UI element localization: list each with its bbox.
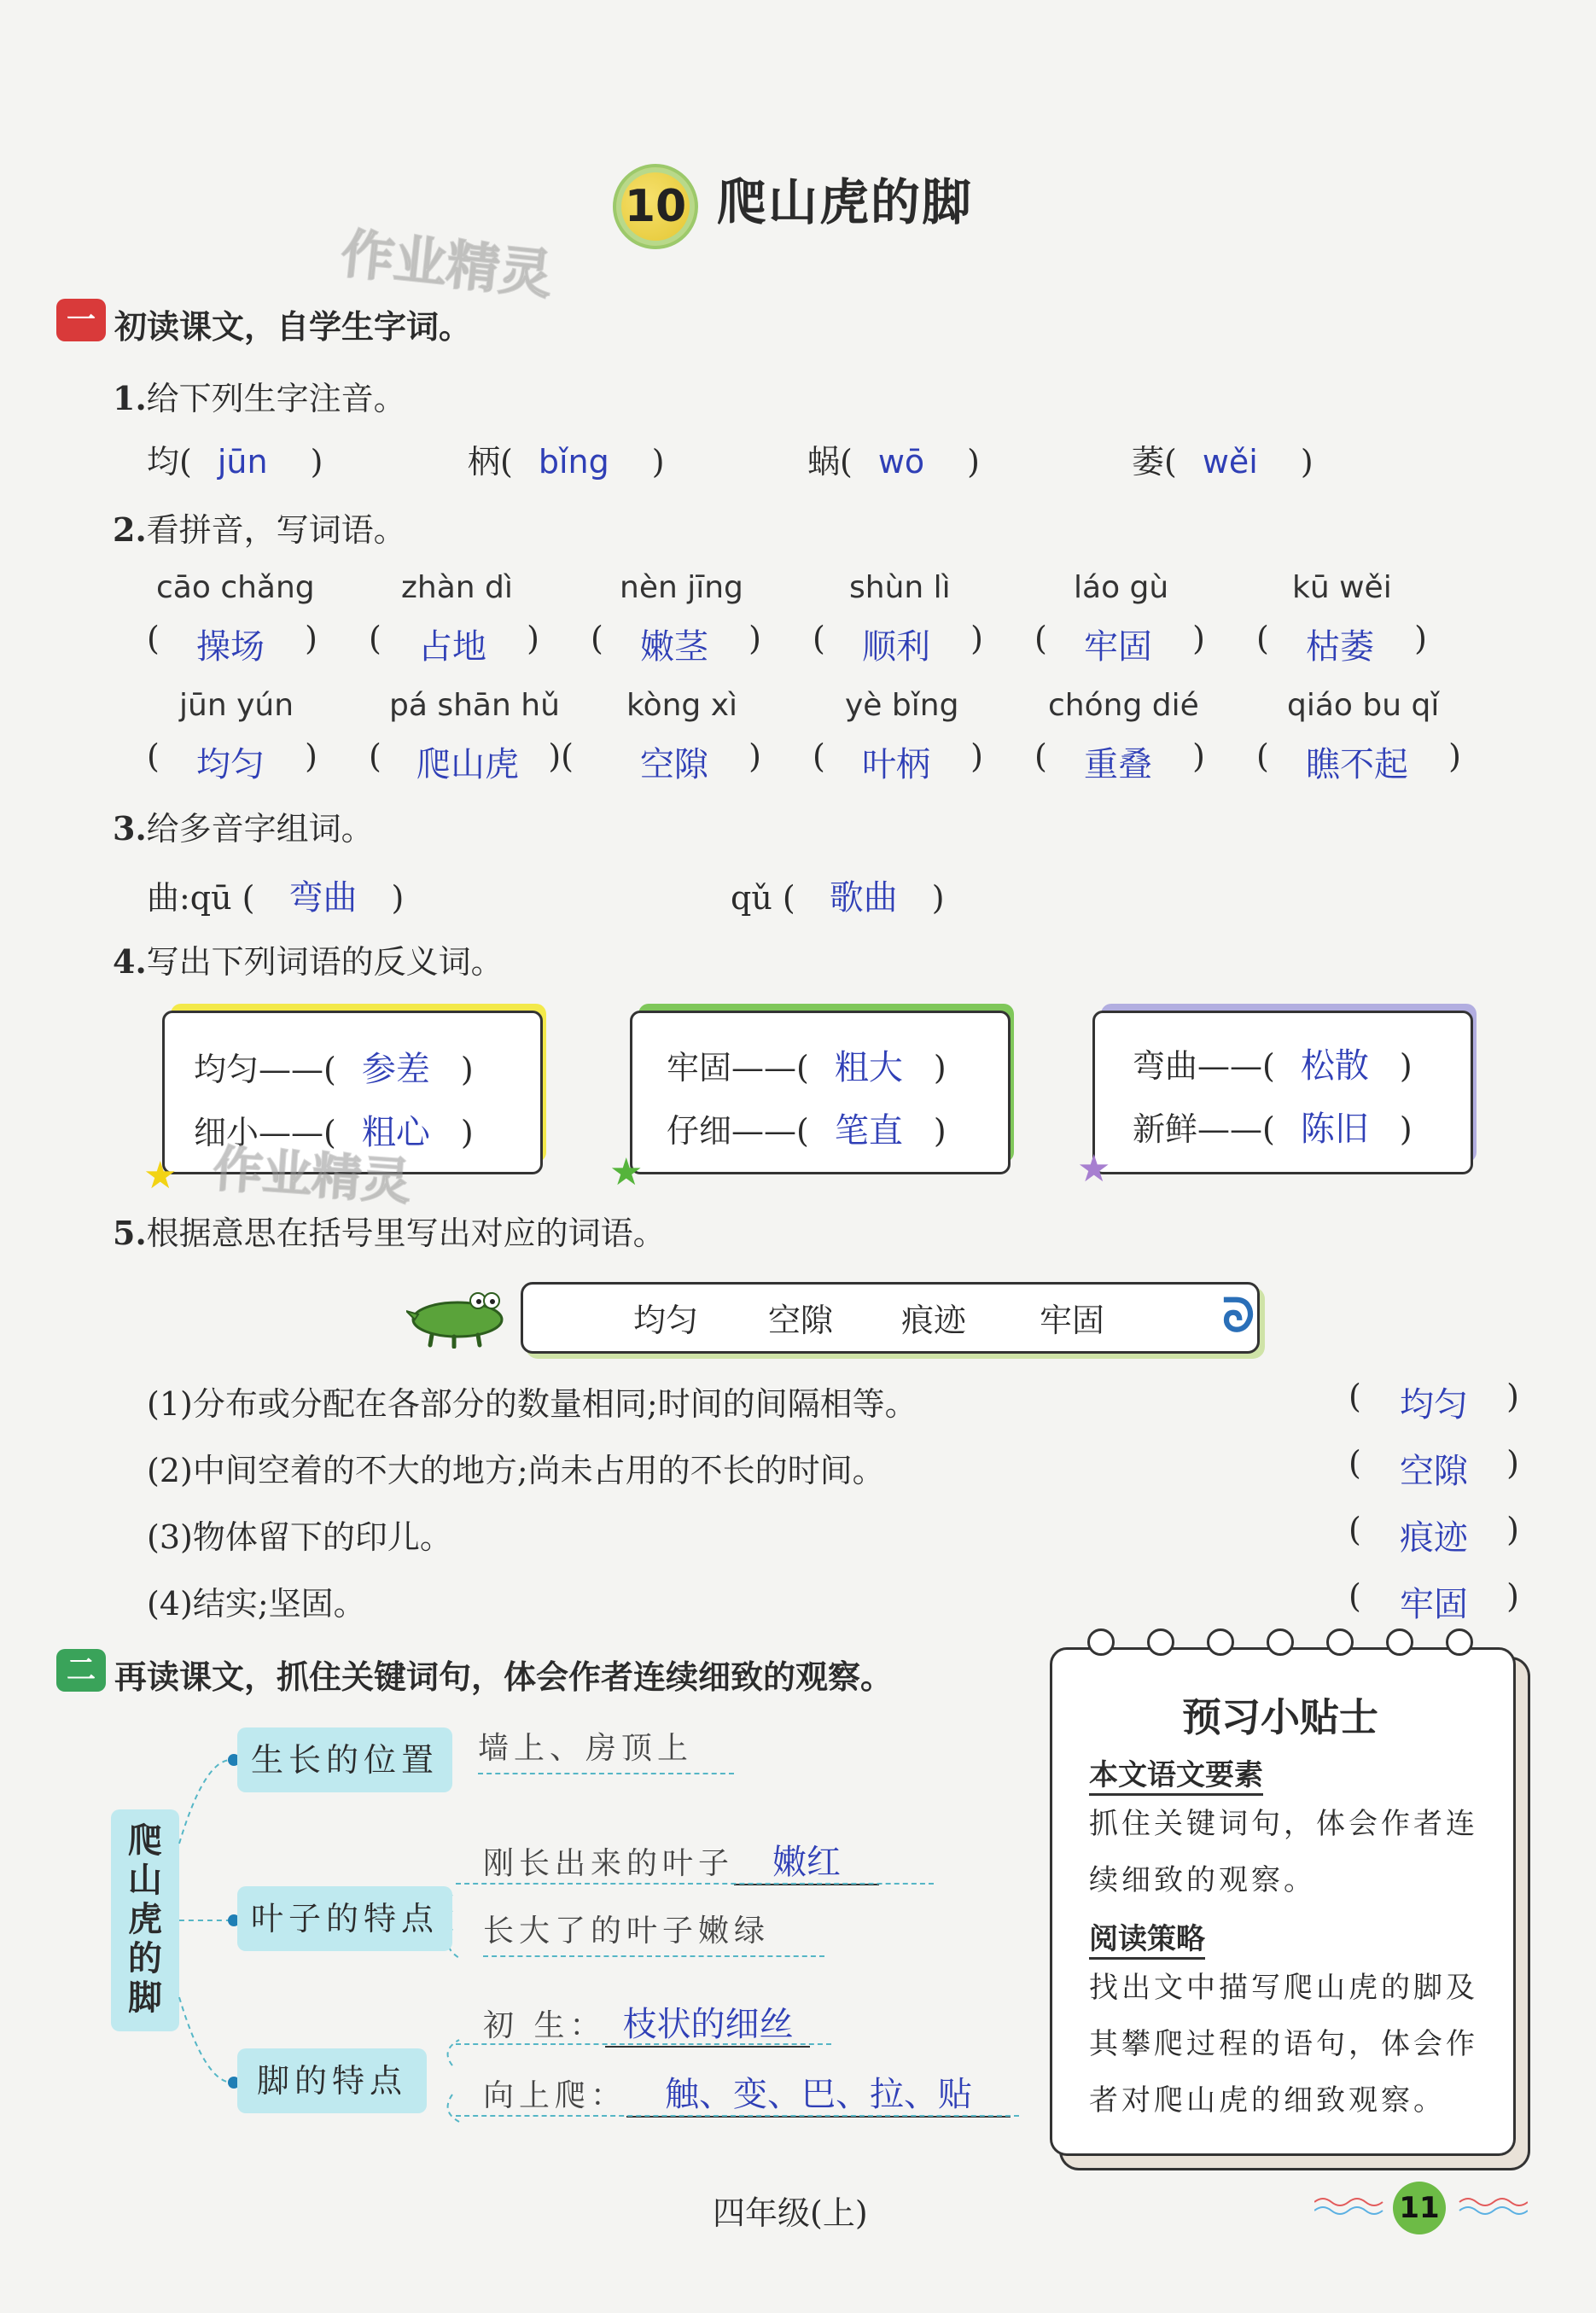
star-icon: ★ [1077, 1147, 1111, 1191]
section1-badge: 一 [56, 299, 106, 341]
bank-word: 牢固 [1040, 1302, 1105, 1339]
section2-title: 再读课文，抓住关键词句，体会作者连续细致的观察。 [114, 1658, 894, 1696]
pinyin: yè bǐng [845, 688, 959, 723]
q1-item: 萎( wěi ) [1132, 443, 1313, 481]
lesson-number: 10 [624, 181, 687, 232]
q1-heading: 1.给下列生字注音。 [113, 379, 406, 417]
answer-bracket: ( 占地 ) [369, 620, 539, 667]
pinyin: nèn jīng [620, 570, 743, 605]
tips-title: 预习小贴士 [1182, 1694, 1378, 1740]
divider [456, 2115, 1019, 2117]
ring-icon [1087, 1628, 1115, 1656]
q1-item: 蜗( wō ) [807, 443, 980, 481]
pinyin: chóng dié [1048, 688, 1199, 723]
answer-bracket: ( 叶柄 ) [813, 737, 983, 784]
definition: (4)结实;坚固。 [147, 1585, 366, 1623]
pinyin: qiáo bu qǐ [1287, 688, 1440, 723]
q3-right: qǔ ( 歌曲 ) [731, 878, 945, 918]
ring-icon [1326, 1628, 1354, 1656]
node-leaves: 叶子的特点 [237, 1886, 452, 1951]
node-position: 生长的位置 [237, 1727, 452, 1792]
position-text: 墙上、房顶上 [478, 1724, 734, 1774]
tips-paragraph: 找出文中描写爬山虎的脚及其攀爬过程的语句，体会作者对爬山虎的细致观察。 [1089, 1971, 1478, 2118]
divider [456, 2043, 831, 2045]
antonym-box: 弯曲——( 松散 ) 新鲜——( 陈旧 ) [1092, 1011, 1473, 1174]
q2-heading: 2.看拼音，写词语。 [113, 510, 406, 549]
pinyin: zhàn dì [401, 570, 513, 605]
leaf-young: 刚长出来的叶子 嫩红 [483, 1835, 879, 1885]
definition: (3)物体留下的印儿。 [147, 1518, 452, 1556]
definition: (2)中间空着的不大的地方;尚未占用的不长的时间。 [147, 1452, 885, 1489]
answer-bracket: ( 牢固 ) [1034, 620, 1205, 667]
ring-icon [1207, 1628, 1234, 1656]
answer-bracket: ( 空隙 ) [1348, 1444, 1519, 1491]
pinyin: pá shān hǔ [389, 688, 560, 723]
answer-bracket: ( 痕迹 ) [1348, 1511, 1519, 1558]
answer-bracket: ( 顺利 ) [813, 620, 983, 667]
ring-icon [1267, 1628, 1294, 1656]
pinyin: jūn yún [179, 688, 294, 723]
pinyin: láo gù [1074, 570, 1169, 605]
answer-bracket: ( 重叠 ) [1034, 737, 1205, 784]
watermark: 作业精灵 [338, 222, 556, 306]
answer-bracket: ( 操场 ) [147, 620, 317, 667]
foot-initial: 初 生： 枝状的细丝 [483, 1997, 810, 2048]
answer-bracket: ( 瞧不起 ) [1256, 737, 1461, 784]
tips-heading: 本文语文要素 [1089, 1751, 1263, 1796]
curl-icon: ᘐ [1222, 1289, 1255, 1343]
antonym-box: 均匀——( 参差 ) 细小——( 粗心 ) [162, 1011, 543, 1174]
page-number: 11 [1399, 2191, 1440, 2225]
mindmap-root: 爬 山 虎 的 脚 [111, 1809, 179, 2031]
pinyin: cāo chǎng [156, 570, 315, 605]
divider [456, 1883, 934, 1885]
section2-badge: 二 [56, 1649, 106, 1692]
q3-heading: 3.给多音字组词。 [113, 809, 374, 848]
answer-bracket: ( 牢固 ) [1348, 1577, 1519, 1624]
bank-word: 均匀 [633, 1302, 699, 1339]
star-icon: ★ [143, 1154, 178, 1197]
foot-climb: 向上爬： 触、变、巴、拉、贴 [483, 2067, 1011, 2118]
q3-left: 曲:qū ( 弯曲 ) [147, 878, 405, 918]
answer-bracket: ( 嫩茎 ) [591, 620, 761, 667]
tips-heading: 阅读策略 [1089, 1915, 1205, 1960]
pinyin: shùn lì [849, 570, 951, 605]
footer-grade: 四年级(上) [713, 2194, 868, 2232]
q1-item: 柄( bǐng ) [468, 443, 665, 481]
q4-heading: 4.写出下列词语的反义词。 [113, 942, 504, 981]
pinyin: kòng xì [626, 688, 738, 723]
watermark: 作业精灵 [211, 1139, 413, 1211]
bank-word: 空隙 [768, 1302, 834, 1339]
section1-title: 初读课文，自学生字词。 [114, 308, 472, 346]
node-feet: 脚的特点 [237, 2048, 427, 2113]
bank-word: 痕迹 [901, 1302, 967, 1339]
answer-bracket: ( 均匀 ) [147, 737, 317, 784]
answer-bracket: ( 枯萎 ) [1256, 620, 1427, 667]
definition: (1)分布或分配在各部分的数量相同;时间的间隔相等。 [147, 1385, 917, 1423]
ring-icon [1386, 1628, 1413, 1656]
crocodile-icon [406, 1277, 514, 1349]
answer-bracket: ( 爬山虎 )( [369, 737, 574, 784]
q5-heading: 5.根据意思在括号里写出对应的词语。 [113, 1214, 666, 1252]
leaf-grown: 长大了的叶子嫩绿 [483, 1907, 824, 1957]
page-title: 爬山虎的脚 [717, 173, 974, 231]
antonym-box: 牢固——( 粗大 ) 仔细——( 笔直 ) [630, 1011, 1011, 1174]
answer-bracket: ( 均匀 ) [1348, 1378, 1519, 1425]
ring-icon [1446, 1628, 1473, 1656]
pinyin: kū wěi [1292, 570, 1392, 605]
word-bank [521, 1282, 1260, 1354]
ring-icon [1147, 1628, 1174, 1656]
q1-item: 均( jūn ) [147, 443, 323, 481]
star-icon: ★ [609, 1151, 644, 1194]
tips-paragraph: 抓住关键词句，体会作者连续细致的观察。 [1089, 1807, 1478, 1897]
